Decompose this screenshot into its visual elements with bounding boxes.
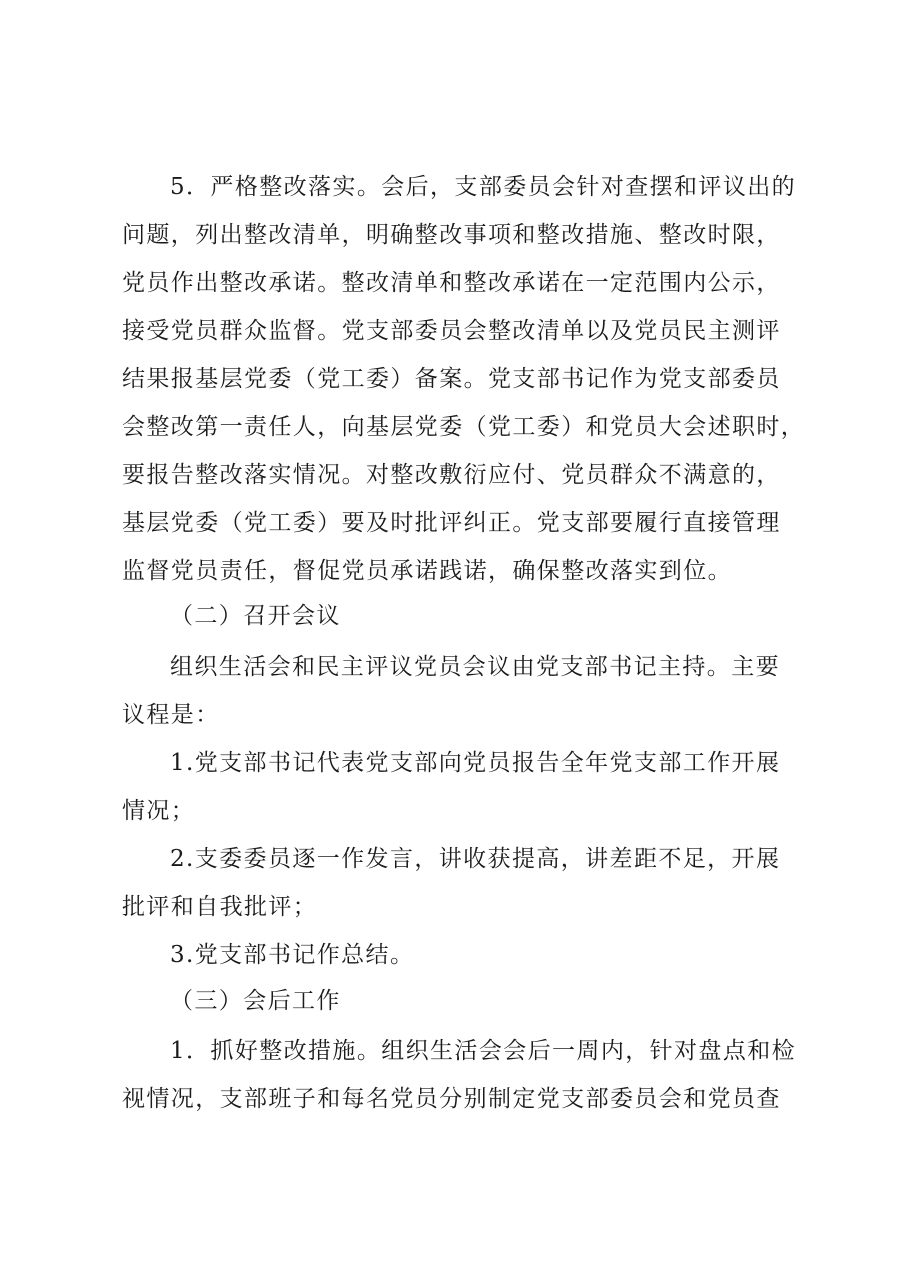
paragraph-line: 党员作出整改承诺。整改清单和整改承诺在一定范围内公示， bbox=[122, 270, 781, 296]
paragraph-line: 结果报基层党委（党工委）备案。党支部书记作为党支部委员 bbox=[122, 366, 781, 392]
list-item-line: 1.党支部书记代表党支部向党员报告全年党支部工作开展 bbox=[170, 750, 781, 776]
paragraph-line: 基层党委（党工委）要及时批评纠正。党支部要履行直接管理 bbox=[122, 510, 781, 536]
section-heading: （二）召开会议 bbox=[170, 603, 341, 629]
paragraph-line: 接受党员群众监督。党支部委员会整改清单以及党员民主测评 bbox=[122, 318, 781, 344]
list-item-line: 2.支委委员逐一作发言，讲收获提高，讲差距不足，开展 bbox=[170, 846, 781, 872]
paragraph-line: 1．抓好整改措施。组织生活会会后一周内，针对盘点和检 bbox=[170, 1038, 797, 1064]
section-heading: （三）会后工作 bbox=[170, 988, 341, 1014]
list-item-line: 情况； bbox=[122, 798, 196, 824]
list-item-line: 3.党支部书记作总结。 bbox=[170, 942, 415, 968]
paragraph-line: 要报告整改落实情况。对整改敷衍应付、党员群众不满意的， bbox=[122, 462, 781, 488]
paragraph-line: 5．严格整改落实。会后，支部委员会针对查摆和评议出的 bbox=[170, 174, 797, 200]
list-item-line: 批评和自我批评； bbox=[122, 894, 318, 920]
paragraph-line: 议程是： bbox=[122, 702, 220, 728]
paragraph-line: 监督党员责任，督促党员承诺践诺，确保整改落实到位。 bbox=[122, 558, 732, 584]
paragraph-line: 问题，列出整改清单，明确整改事项和整改措施、整改时限， bbox=[122, 222, 781, 248]
paragraph-line: 视情况，支部班子和每名党员分别制定党支部委员会和党员查 bbox=[122, 1086, 781, 1112]
paragraph-line: 组织生活会和民主评议党员会议由党支部书记主持。主要 bbox=[170, 654, 780, 680]
paragraph-line: 会整改第一责任人，向基层党委（党工委）和党员大会述职时， bbox=[122, 414, 806, 440]
